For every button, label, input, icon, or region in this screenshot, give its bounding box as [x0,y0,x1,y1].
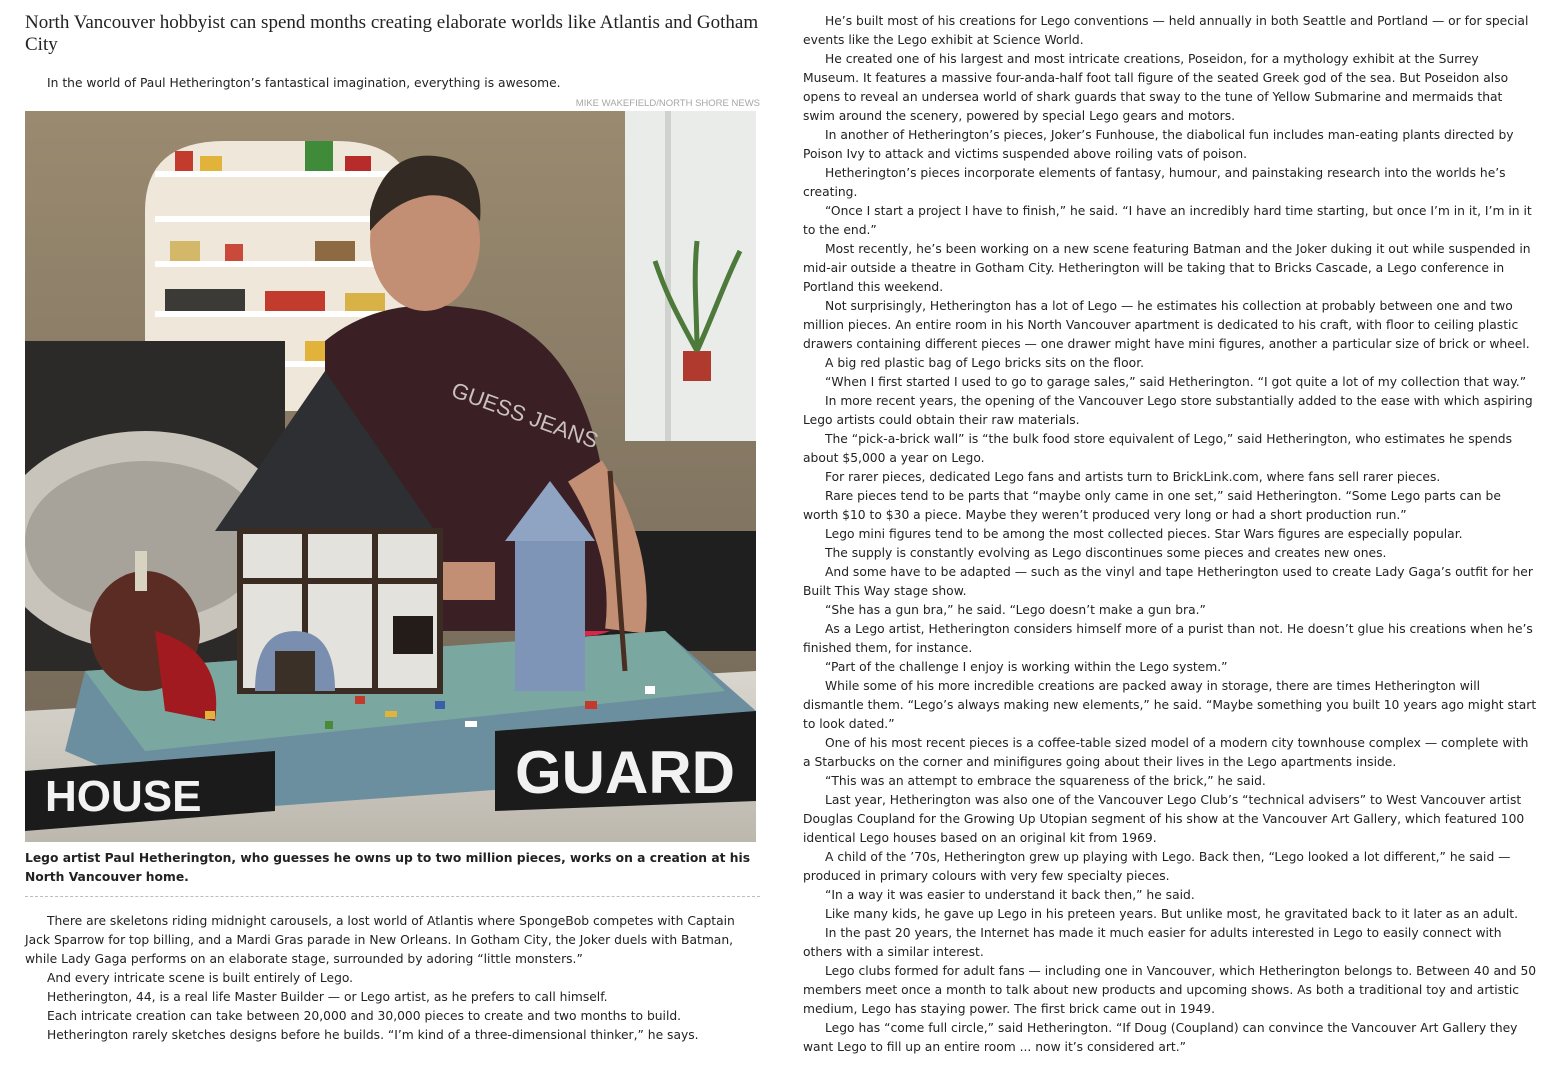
article-paragraph: Last year, Hetherington was also one of the Vancouver Lego Club’s “technical advisers” to West Vancouver artist Douglas Coupland for the Growing Up Utopian segment of his show at the Vancouver Art Gallery, which featured 100 identical Lego houses based on an original kit from 1969. [803,793,1525,845]
article-paragraph: For rarer pieces, dedicated Lego fans and artists turn to BrickLink.com, where fans sell rarer pieces. [825,470,1441,484]
article-paragraph: Each intricate creation can take between 20,000 and 30,000 pieces to create and two months to build. [47,1009,682,1023]
article-paragraph: He created one of his largest and most intricate creations, Poseidon, for a mythology exhibit at the Surrey Museum. It features a massive four-anda-half foot tall figure of the seated Greek god of the sea. But Poseidon also opens to reveal an undersea world of shark guards that sway to the tune of Yellow Submarine and mermaids that swim around the scenery, powered by special Lego gears and motors. [803,52,1509,123]
article-paragraph: He’s built most of his creations for Lego conventions — held annually in both Seattle and Portland — or for special events like the Lego exhibit at Science World. [803,14,1529,47]
article-lede: In the world of Paul Hetherington’s fantastical imagination, everything is awesome. [47,76,561,90]
article-paragraph: A child of the ’70s, Hetherington grew up playing with Lego. Back then, “Lego looked a lot different,” he said — produced in primary colours with very few specialty pieces. [803,850,1511,883]
article-paragraph: As a Lego artist, Hetherington considers himself more of a purist than not. He doesn’t glue his creations when he’s finished them, for instance. [803,622,1533,655]
article-paragraph: A big red plastic bag of Lego bricks sits on the floor. [825,356,1145,370]
article-paragraph: The supply is constantly evolving as Lego discontinues some pieces and creates new ones. [825,546,1387,560]
sign-right-text: GUARD [515,739,735,806]
article-paragraph: In another of Hetherington’s pieces, Joker’s Funhouse, the diabolical fun includes man-eating plants directed by Poison Ivy to attack and victims suspended above roiling vats of poison. [803,128,1514,161]
article-paragraph: “Once I start a project I have to finish,” he said. “I have an incredibly hard time starting, but once I’m in it, I’m in it to the end.” [803,204,1532,237]
article-paragraph: Hetherington’s pieces incorporate elements of fantasy, humour, and painstaking research into the worlds he’s creating. [803,166,1506,199]
article-paragraph: There are skeletons riding midnight carousels, a lost world of Atlantis where SpongeBob competes with Captain Jack Sparrow for top billing, and a Mardi Gras parade in New Orleans. In Gotham City, the Joker duels with Batman, while Lady Gaga performs on an elaborate stage, surrounded by adoring “little monsters.” [25,914,735,966]
photo-illustration [25,111,756,842]
article-photo [25,111,756,842]
article-paragraph: And some have to be adapted — such as the vinyl and tape Hetherington used to create Lady Gaga’s outfit for her Built This Way stage show. [803,565,1533,598]
left-column [25,12,760,1045]
article-paragraph: One of his most recent pieces is a coffee-table sized model of a modern city townhouse complex — complete with a Starbucks on the corner and minifigures going about their lives in the Lego apartments inside. [803,736,1529,769]
article-paragraph: Lego clubs formed for adult fans — including one in Vancouver, which Hetherington belongs to. Between 40 and 50 members meet once a month to talk about new products and upcoming shows. As both a traditional toy and artistic medium, Lego has staying power. The first brick came out in 1949. [803,964,1537,1016]
photo-credit: MIKE WAKEFIELD/NORTH SHORE NEWS [575,98,760,109]
article-paragraph: “When I first started I used to go to garage sales,” said Hetherington. “I got quite a lot of my collection that way.” [825,375,1527,389]
article-paragraph: Most recently, he’s been working on a new scene featuring Batman and the Joker duking it out while suspended in mid-air outside a theatre in Gotham City. Hetherington will be taking that to Bricks Cascade, a Lego conference in Portland this weekend. [803,242,1531,294]
article-paragraph: In more recent years, the opening of the Vancouver Lego store substantially added to the ease with which aspiring Lego artists could obtain their raw materials. [803,394,1533,427]
right-column [803,12,1538,1057]
article-paragraph: Lego has “come full circle,” said Hetherington. “If Doug (Coupland) can convince the Vancouver Art Gallery they want Lego to fill up an entire room ... now it’s considered art.” [803,1021,1518,1054]
shirt-text: GUESS JEANS [448,377,602,454]
article-paragraph: Hetherington rarely sketches designs before he builds. “I’m kind of a three-dimensional thinker,” he says. [47,1028,699,1042]
article-paragraph: Like many kids, he gave up Lego in his preteen years. But unlike most, he gravitated back to it later as an adult. [825,907,1519,921]
article-paragraph: “She has a gun bra,” he said. “Lego doesn’t make a gun bra.” [825,603,1206,617]
article-paragraph: “In a way it was easier to understand it back then,” he said. [825,888,1195,902]
article-paragraph: And every intricate scene is built entirely of Lego. [47,971,354,985]
caption-divider [25,896,760,897]
article-paragraph: Hetherington, 44, is a real life Master Builder — or Lego artist, as he prefers to call himself. [47,990,608,1004]
article-paragraph: “Part of the challenge I enjoy is working within the Lego system.” [825,660,1228,674]
sign-left-text: HOUSE [45,772,202,821]
left-body [25,912,760,1045]
article-paragraph: Rare pieces tend to be parts that “maybe only came in one set,” said Hetherington. “Some Lego parts can be worth $10 to $30 a piece. Maybe they weren’t produced very long or had a short production run.” [803,489,1501,522]
article-paragraph: The “pick-a-brick wall” is “the bulk food store equivalent of Lego,” said Hetherington, who estimates he spends about $5,000 a year on Lego. [803,432,1513,465]
photo-caption: Lego artist Paul Hetherington, who guesses he owns up to two million pieces, works on a creation at his North Vancouver home. [25,851,751,884]
article-paragraph: Lego mini figures tend to be among the most collected pieces. Star Wars figures are especially popular. [825,527,1463,541]
article-paragraph: In the past 20 years, the Internet has made it much easier for adults interested in Lego to easily connect with others with a similar interest. [803,926,1502,959]
article-paragraph: While some of his more incredible creations are packed away in storage, there are times Hetherington will dismantle them. “Lego’s always making new elements,” he said. “Maybe something you built 10 years ago might start to look dated.” [803,679,1537,731]
article-paragraph: Not surprisingly, Hetherington has a lot of Lego — he estimates his collection at probably between one and two million pieces. An entire room in his North Vancouver apartment is dedicated to his craft, with floor to ceiling plastic drawers containing different pieces — one drawer might have mini figures, another a particular size of brick or wheel. [803,299,1530,351]
article-paragraph: “This was an attempt to embrace the squareness of the brick,” he said. [825,774,1266,788]
right-body [803,12,1538,1057]
article-headline: North Vancouver hobbyist can spend months creating elaborate worlds like Atlantis and Gotham City [25,12,759,55]
